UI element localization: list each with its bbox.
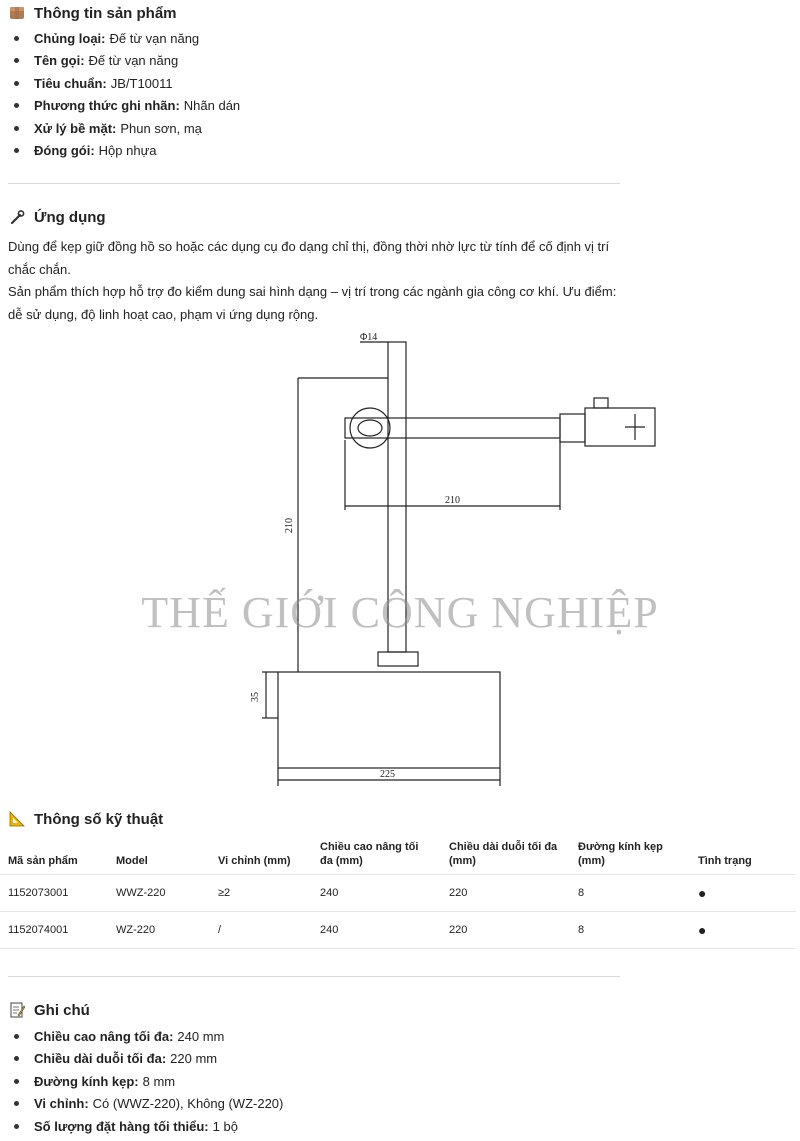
- product-info-heading: Thông tin sản phẩm: [34, 4, 177, 22]
- list-item: [8, 1093, 283, 1116]
- item-label: Đường kính kẹp:: [34, 1073, 139, 1089]
- item-label: Chủng loại:: [34, 30, 106, 46]
- item-label: Tiêu chuẩn:: [34, 75, 107, 91]
- item-label: Tên gọi:: [34, 53, 85, 69]
- dim-base-height-label: 35: [250, 692, 261, 702]
- list-item: [8, 1025, 283, 1048]
- watermark: THẾ GIỚI CÔNG NGHIỆP: [141, 588, 659, 637]
- table-cell: 240: [312, 912, 441, 949]
- col-header: Đường kính kẹp (mm): [570, 832, 690, 875]
- magnetic-base-diagram: [230, 328, 700, 798]
- product-info-title: [8, 4, 177, 22]
- col-header: Chiều cao nâng tối đa (mm): [312, 832, 441, 875]
- application-title: [8, 208, 106, 226]
- application-paragraph-2: Sản phẩm thích hợp hỗ trợ đo kiểm dung sai hình dạng – vị trí trong các ngành gia công cơ khí. Ưu điểm: dễ sử dụng, độ linh hoạt cao, phạm vi ứng dụng rộng.: [8, 284, 617, 322]
- product-info-list: [8, 27, 240, 162]
- notes-title: [8, 1001, 90, 1019]
- col-header: Model: [108, 832, 210, 875]
- list-item: [8, 1048, 283, 1071]
- item-value: Phun sơn, mạ: [120, 120, 202, 136]
- item-label: Xử lý bề mặt:: [34, 120, 117, 136]
- specs-table: [0, 832, 796, 949]
- table-row: [0, 875, 796, 912]
- post-knob: [378, 652, 418, 666]
- item-value: Đế từ vạn năng: [109, 30, 200, 46]
- table-header-row: [0, 832, 796, 875]
- item-value: 220 mm: [170, 1051, 218, 1067]
- item-label: Chiều cao nâng tối đa:: [34, 1028, 174, 1044]
- status-dot: ●: [690, 912, 796, 949]
- list-item: [8, 1070, 283, 1093]
- table-cell: 220: [441, 875, 570, 912]
- status-dot: ●: [690, 875, 796, 912]
- table-cell: 220: [441, 912, 570, 949]
- application-heading: Ứng dụng: [34, 208, 106, 226]
- arm-end-block: [560, 414, 585, 442]
- specs-heading: Thông số kỹ thuật: [34, 810, 164, 828]
- item-label: Số lượng đặt hàng tối thiểu:: [34, 1118, 209, 1134]
- left-clamp: [350, 408, 390, 448]
- table-cell: 8: [570, 875, 690, 912]
- list-item: [8, 50, 240, 73]
- application-paragraph-1: Dùng để kẹp giữ đồng hồ so hoặc các dụng cụ đo dạng chỉ thị, đồng thời nhờ lực từ tính để cố định vị trí chắc chắn.: [8, 239, 610, 277]
- dim-base-width-label: 225: [380, 769, 395, 780]
- memo-icon: [8, 1001, 26, 1019]
- item-label: Phương thức ghi nhãn:: [34, 98, 180, 114]
- item-value: 8 mm: [142, 1073, 176, 1089]
- notes-list: [8, 1025, 283, 1138]
- list-item: [8, 72, 240, 95]
- dim-diameter-label: Φ14: [360, 332, 378, 343]
- table-cell: 1152074001: [0, 912, 108, 949]
- item-value: Nhãn dán: [183, 98, 241, 114]
- item-label: Vi chỉnh:: [34, 1096, 89, 1112]
- item-value: 240 mm: [177, 1028, 225, 1044]
- col-header: Vi chỉnh (mm): [210, 832, 312, 875]
- item-value: 1 bộ: [212, 1118, 238, 1134]
- magnetic-base: [278, 672, 500, 768]
- wrench-icon: [8, 208, 26, 226]
- col-header: Mã sản phẩm: [0, 832, 108, 875]
- list-item: [8, 1115, 283, 1138]
- table-row: [0, 912, 796, 949]
- item-value: Có (WWZ-220), Không (WZ-220): [92, 1096, 284, 1112]
- item-label: Chiều dài duỗi tối đa:: [34, 1051, 167, 1067]
- clamp-screw: [594, 398, 608, 408]
- dim-arm-label: 210: [445, 495, 460, 506]
- table-cell: /: [210, 912, 312, 949]
- list-item: [8, 27, 240, 50]
- table-cell: WWZ-220: [108, 875, 210, 912]
- table-cell: 8: [570, 912, 690, 949]
- notes-heading: Ghi chú: [34, 1001, 90, 1019]
- item-label: Đóng gói:: [34, 143, 95, 159]
- dim-height-label: 210: [284, 518, 295, 533]
- item-value: JB/T10011: [110, 75, 173, 91]
- item-value: Hộp nhựa: [98, 143, 157, 159]
- triangle-ruler-icon: [8, 810, 26, 828]
- divider: [8, 183, 620, 184]
- table-cell: 1152073001: [0, 875, 108, 912]
- item-value: Đế từ vạn năng: [88, 53, 179, 69]
- divider: [8, 976, 620, 977]
- box-icon: [8, 4, 26, 22]
- list-item: [8, 140, 240, 163]
- list-item: [8, 117, 240, 140]
- col-header: Tình trạng: [690, 832, 796, 875]
- table-cell: WZ-220: [108, 912, 210, 949]
- table-cell: ≥2: [210, 875, 312, 912]
- col-header: Chiều dài duỗi tối đa (mm): [441, 832, 570, 875]
- specs-title: [8, 810, 163, 828]
- list-item: [8, 95, 240, 118]
- table-cell: 240: [312, 875, 441, 912]
